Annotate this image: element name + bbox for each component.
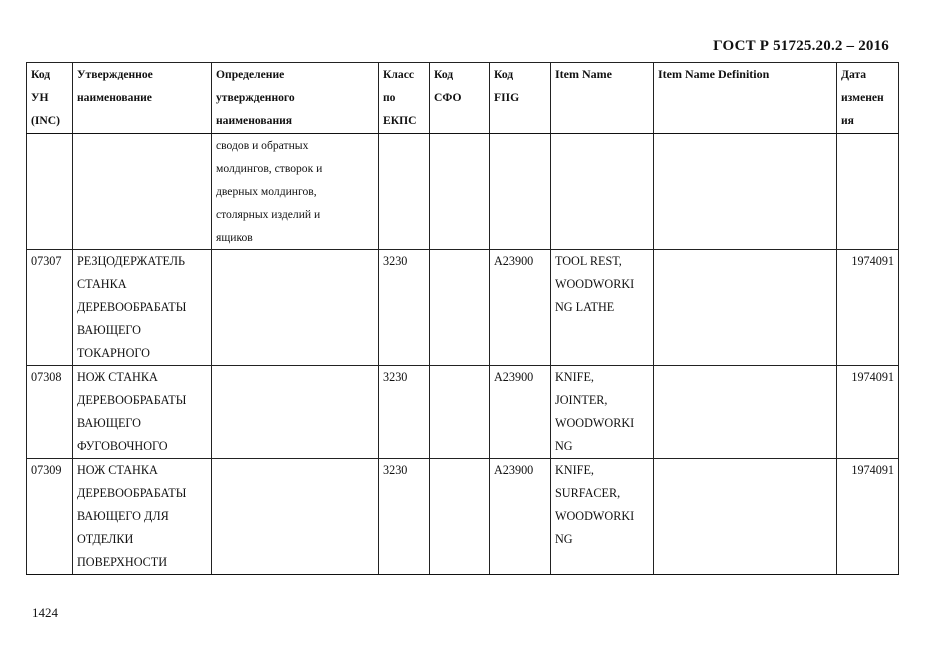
cell-item-definition (654, 134, 837, 250)
cell-item-name: TOOL REST, WOODWORKI NG LATHE (551, 250, 654, 366)
table-header-row (27, 63, 899, 134)
header-item-name: Item Name (551, 63, 654, 134)
header-change-date: Дата изменен ия (837, 63, 899, 134)
cell-sfo (430, 134, 490, 250)
cell-item-name: KNIFE, SURFACER, WOODWORKI NG (551, 459, 654, 575)
cell-sfo (430, 366, 490, 459)
cell-fiig: A23900 (490, 459, 551, 575)
header-inc: Код УН (INC) (27, 63, 73, 134)
cell-fiig: A23900 (490, 250, 551, 366)
table-row (27, 366, 899, 459)
cell-item-definition (654, 459, 837, 575)
cell-name: РЕЗЦОДЕРЖАТЕЛЬ СТАНКА ДЕРЕВООБРАБАТЫ ВАЮЩЕГО ТОКАРНОГО (73, 250, 212, 366)
cell-inc: 07309 (27, 459, 73, 575)
cell-ekps (379, 134, 430, 250)
cell-item-definition (654, 366, 837, 459)
cell-item-name (551, 134, 654, 250)
cell-fiig (490, 134, 551, 250)
cell-sfo (430, 250, 490, 366)
header-sfo-code: Код СФО (430, 63, 490, 134)
cell-ekps: 3230 (379, 366, 430, 459)
cell-name: НОЖ СТАНКА ДЕРЕВООБРАБАТЫ ВАЮЩЕГО ДЛЯ ОТДЕЛКИ ПОВЕРХНОСТИ (73, 459, 212, 575)
cell-ekps: 3230 (379, 250, 430, 366)
table-row (27, 250, 899, 366)
cell-definition (212, 250, 379, 366)
cell-date: 1974091 (837, 366, 899, 459)
cell-date: 1974091 (837, 459, 899, 575)
cell-date: 1974091 (837, 250, 899, 366)
header-fiig-code: Код FIIG (490, 63, 551, 134)
cell-inc: 07308 (27, 366, 73, 459)
cell-item-name: KNIFE, JOINTER, WOODWORKI NG (551, 366, 654, 459)
header-item-name-definition: Item Name Definition (654, 63, 837, 134)
page-number: 1424 (32, 605, 58, 620)
cell-inc (27, 134, 73, 250)
cell-fiig: A23900 (490, 366, 551, 459)
table-row-continuation (27, 134, 899, 250)
cell-definition-continuation: сводов и обратных молдингов, створок и дверных молдингов, столярных изделий и ящиков (212, 134, 379, 250)
classifier-table (26, 62, 899, 575)
cell-name: НОЖ СТАНКА ДЕРЕВООБРАБАТЫ ВАЮЩЕГО ФУГОВОЧНОГО (73, 366, 212, 459)
cell-definition (212, 366, 379, 459)
cell-definition (212, 459, 379, 575)
cell-date (837, 134, 899, 250)
cell-name (73, 134, 212, 250)
header-definition: Определение утвержденного наименования (212, 63, 379, 134)
cell-ekps: 3230 (379, 459, 430, 575)
header-approved-name: Утвержденное наименование (73, 63, 212, 134)
cell-sfo (430, 459, 490, 575)
header-ekps-class: Класс по ЕКПС (379, 63, 430, 134)
document-standard-title: ГОСТ Р 51725.20.2 – 2016 (713, 38, 889, 54)
table-row (27, 459, 899, 575)
cell-item-definition (654, 250, 837, 366)
cell-inc: 07307 (27, 250, 73, 366)
